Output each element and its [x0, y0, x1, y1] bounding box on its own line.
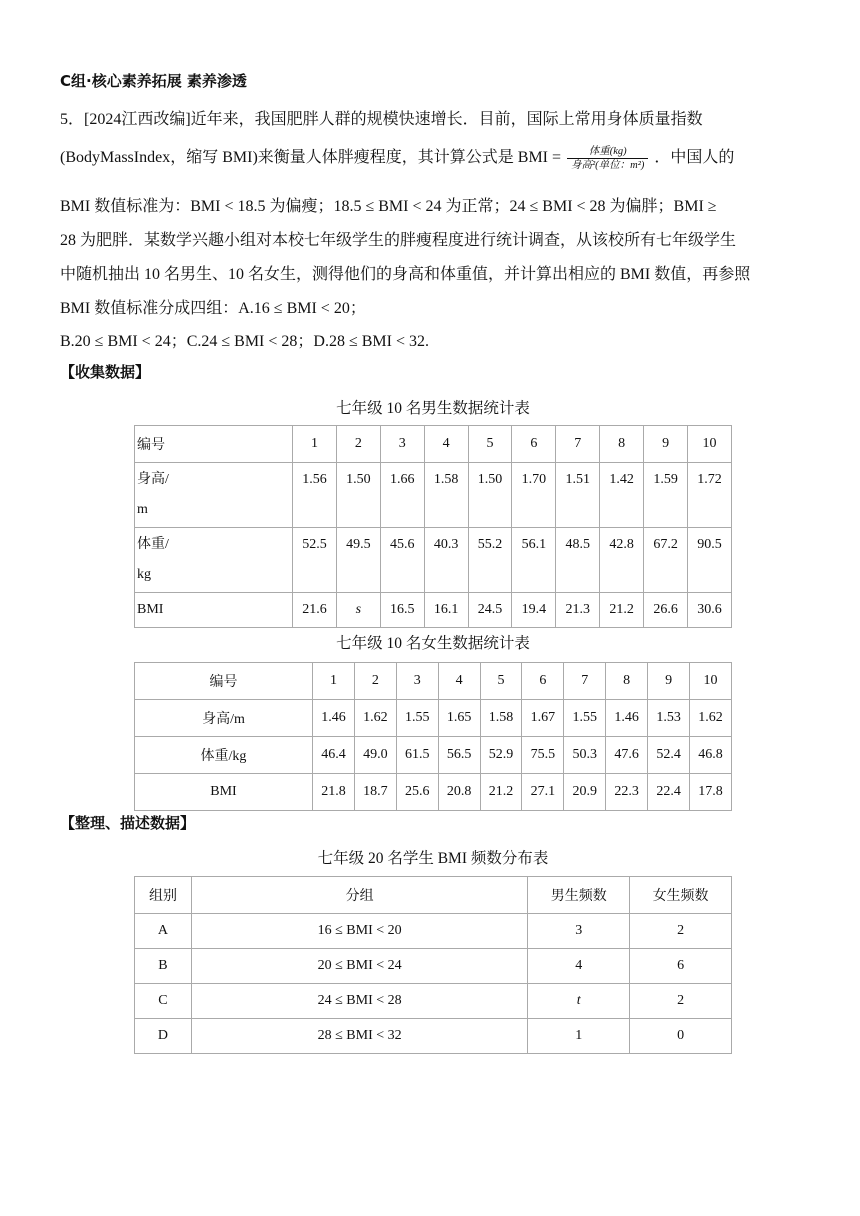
- boys-table-caption: 七年级 10 名男生数据统计表: [336, 400, 530, 417]
- table-cell: 25.6: [396, 774, 438, 811]
- row-label: 编号: [135, 426, 293, 463]
- table-cell: 1.46: [313, 700, 355, 737]
- table-cell: 1.62: [354, 700, 396, 737]
- table-cell: 24 ≤ BMI < 28: [191, 984, 527, 1019]
- problem-line-5: 中随机抽出 10 名男生、10 名女生，测得他们的身高和体重值，并计算出相应的 BMI 数值，再参照: [60, 266, 751, 283]
- table-cell: 55.2: [468, 528, 512, 593]
- table-row: [135, 663, 732, 700]
- table-cell: 45.6: [380, 528, 424, 593]
- table-cell: 17.8: [690, 774, 732, 811]
- table-cell: 4: [424, 426, 468, 463]
- table-cell: 6: [630, 949, 732, 984]
- table-cell: 1: [293, 426, 337, 463]
- table-cell: 21.2: [480, 774, 522, 811]
- table-cell: 1.67: [522, 700, 564, 737]
- table-cell: 1.59: [644, 463, 688, 528]
- table-cell: 2: [630, 914, 732, 949]
- table-cell: 10: [690, 663, 732, 700]
- table-cell: 7: [556, 426, 600, 463]
- table-cell: 9: [648, 663, 690, 700]
- table-row: [135, 984, 732, 1019]
- table-cell: 75.5: [522, 737, 564, 774]
- table-cell: 52.9: [480, 737, 522, 774]
- table-cell: 1.55: [564, 700, 606, 737]
- section-title: C组·核心素养拓展 素养渗透: [60, 72, 247, 90]
- table-cell: 20.9: [564, 774, 606, 811]
- table-cell: 1.65: [438, 700, 480, 737]
- table-cell: 40.3: [424, 528, 468, 593]
- table-cell: 21.2: [600, 593, 644, 628]
- table-cell: 20.8: [438, 774, 480, 811]
- table-cell: 6: [522, 663, 564, 700]
- table-cell: 18.7: [354, 774, 396, 811]
- girls-data-table: [134, 662, 732, 811]
- problem-line-2: [60, 144, 734, 172]
- table-cell: 21.6: [293, 593, 337, 628]
- table-header-row: [135, 877, 732, 914]
- table-cell: 49.0: [354, 737, 396, 774]
- bmi-formula-fraction: [567, 145, 648, 172]
- table-cell: 1.42: [600, 463, 644, 528]
- formula-denominator: 身高²(单位：m²): [571, 159, 645, 171]
- table-cell: 48.5: [556, 528, 600, 593]
- column-header: 男生频数: [528, 877, 630, 914]
- row-label: 编号: [135, 663, 313, 700]
- table-cell: 4: [438, 663, 480, 700]
- row-label: 身高/m: [135, 700, 313, 737]
- table-cell: 56.1: [512, 528, 556, 593]
- problem-line-2b: ．中国人的: [654, 149, 735, 166]
- table-row: [135, 593, 732, 628]
- girls-table-caption: 七年级 10 名女生数据统计表: [336, 635, 530, 652]
- table-cell: 28 ≤ BMI < 32: [191, 1019, 527, 1054]
- table-cell: 20 ≤ BMI < 24: [191, 949, 527, 984]
- table-cell: 24.5: [468, 593, 512, 628]
- table-cell: 27.1: [522, 774, 564, 811]
- frequency-table: [134, 876, 732, 1054]
- table-cell: 1.51: [556, 463, 600, 528]
- table-row: [135, 774, 732, 811]
- table-row: [135, 914, 732, 949]
- table-row: [135, 463, 732, 528]
- table-cell: 56.5: [438, 737, 480, 774]
- table-cell: 1.58: [424, 463, 468, 528]
- table-cell: 1.53: [648, 700, 690, 737]
- table-row: [135, 1019, 732, 1054]
- table-cell: s: [336, 593, 380, 628]
- table-cell: 1: [313, 663, 355, 700]
- table-cell: 3: [396, 663, 438, 700]
- table-row: [135, 426, 732, 463]
- table-cell: 9: [644, 426, 688, 463]
- table-cell: 0: [630, 1019, 732, 1054]
- table-cell: 90.5: [688, 528, 732, 593]
- freq-table-caption: 七年级 20 名学生 BMI 频数分布表: [317, 850, 549, 867]
- table-row: [135, 949, 732, 984]
- table-cell: 16 ≤ BMI < 20: [191, 914, 527, 949]
- table-cell: 67.2: [644, 528, 688, 593]
- table-cell: 5: [480, 663, 522, 700]
- table-cell: 30.6: [688, 593, 732, 628]
- table-cell: 21.3: [556, 593, 600, 628]
- table-cell: 1.46: [606, 700, 648, 737]
- column-header: 分组: [191, 877, 527, 914]
- table-cell: A: [135, 914, 192, 949]
- table-cell: 1.62: [690, 700, 732, 737]
- table-cell: 22.4: [648, 774, 690, 811]
- table-cell: 49.5: [336, 528, 380, 593]
- table-cell: 7: [564, 663, 606, 700]
- boys-data-table: [134, 425, 732, 628]
- table-cell: 52.4: [648, 737, 690, 774]
- table-cell: 46.4: [313, 737, 355, 774]
- table-cell: 26.6: [644, 593, 688, 628]
- table-cell: 42.8: [600, 528, 644, 593]
- problem-line-2a: (BodyMassIndex，缩写 BMI)来衡量人体胖瘦程度，其计算公式是 BMI =: [60, 149, 562, 166]
- formula-numerator: 体重(kg): [567, 145, 648, 159]
- table-cell: 16.1: [424, 593, 468, 628]
- table-cell: 22.3: [606, 774, 648, 811]
- table-cell: 21.8: [313, 774, 355, 811]
- row-label: BMI: [135, 774, 313, 811]
- table-cell: 2: [336, 426, 380, 463]
- table-row: [135, 700, 732, 737]
- table-cell: 6: [512, 426, 556, 463]
- collect-heading: 【收集数据】: [60, 363, 151, 381]
- table-cell: D: [135, 1019, 192, 1054]
- table-cell: 1: [528, 1019, 630, 1054]
- table-cell: C: [135, 984, 192, 1019]
- problem-line-4: 28 为肥胖．某数学兴趣小组对本校七年级学生的胖瘦程度进行统计调查，从该校所有七年级学生: [60, 232, 737, 249]
- table-cell: 1.72: [688, 463, 732, 528]
- table-cell: 1.55: [396, 700, 438, 737]
- table-cell: 19.4: [512, 593, 556, 628]
- table-cell: 47.6: [606, 737, 648, 774]
- table-cell: 3: [528, 914, 630, 949]
- table-cell: 2: [630, 984, 732, 1019]
- table-cell: 1.66: [380, 463, 424, 528]
- table-cell: 8: [600, 426, 644, 463]
- problem-line-7: B.20 ≤ BMI < 24；C.24 ≤ BMI < 28；D.28 ≤ BMI < 32.: [60, 333, 429, 350]
- table-cell: 2: [354, 663, 396, 700]
- problem-line-6: BMI 数值标准分成四组：A.16 ≤ BMI < 20；: [60, 300, 366, 317]
- table-cell: 1.50: [468, 463, 512, 528]
- problem-line-1: 5．[2024江西改编]近年来，我国肥胖人群的规模快速增长．目前，国际上常用身体质量指数: [60, 111, 703, 128]
- table-cell: t: [528, 984, 630, 1019]
- row-label: 体重/ kg: [135, 528, 293, 593]
- column-header: 组别: [135, 877, 192, 914]
- row-label: 体重/kg: [135, 737, 313, 774]
- row-label: 身高/ m: [135, 463, 293, 528]
- table-cell: 46.8: [690, 737, 732, 774]
- table-cell: 8: [606, 663, 648, 700]
- table-cell: 3: [380, 426, 424, 463]
- table-cell: B: [135, 949, 192, 984]
- table-cell: 61.5: [396, 737, 438, 774]
- table-cell: 1.58: [480, 700, 522, 737]
- table-cell: 16.5: [380, 593, 424, 628]
- table-cell: 1.56: [293, 463, 337, 528]
- table-cell: 1.50: [336, 463, 380, 528]
- table-row: [135, 737, 732, 774]
- table-row: [135, 528, 732, 593]
- row-label: BMI: [135, 593, 293, 628]
- table-cell: 4: [528, 949, 630, 984]
- table-cell: 10: [688, 426, 732, 463]
- table-cell: 1.70: [512, 463, 556, 528]
- problem-line-3: BMI 数值标准为：BMI < 18.5 为偏瘦；18.5 ≤ BMI < 24 为正常；24 ≤ BMI < 28 为偏胖；BMI ≥: [60, 198, 717, 215]
- table-cell: 50.3: [564, 737, 606, 774]
- table-cell: 52.5: [293, 528, 337, 593]
- table-cell: 5: [468, 426, 512, 463]
- column-header: 女生频数: [630, 877, 732, 914]
- organize-heading: 【整理、描述数据】: [60, 814, 196, 832]
